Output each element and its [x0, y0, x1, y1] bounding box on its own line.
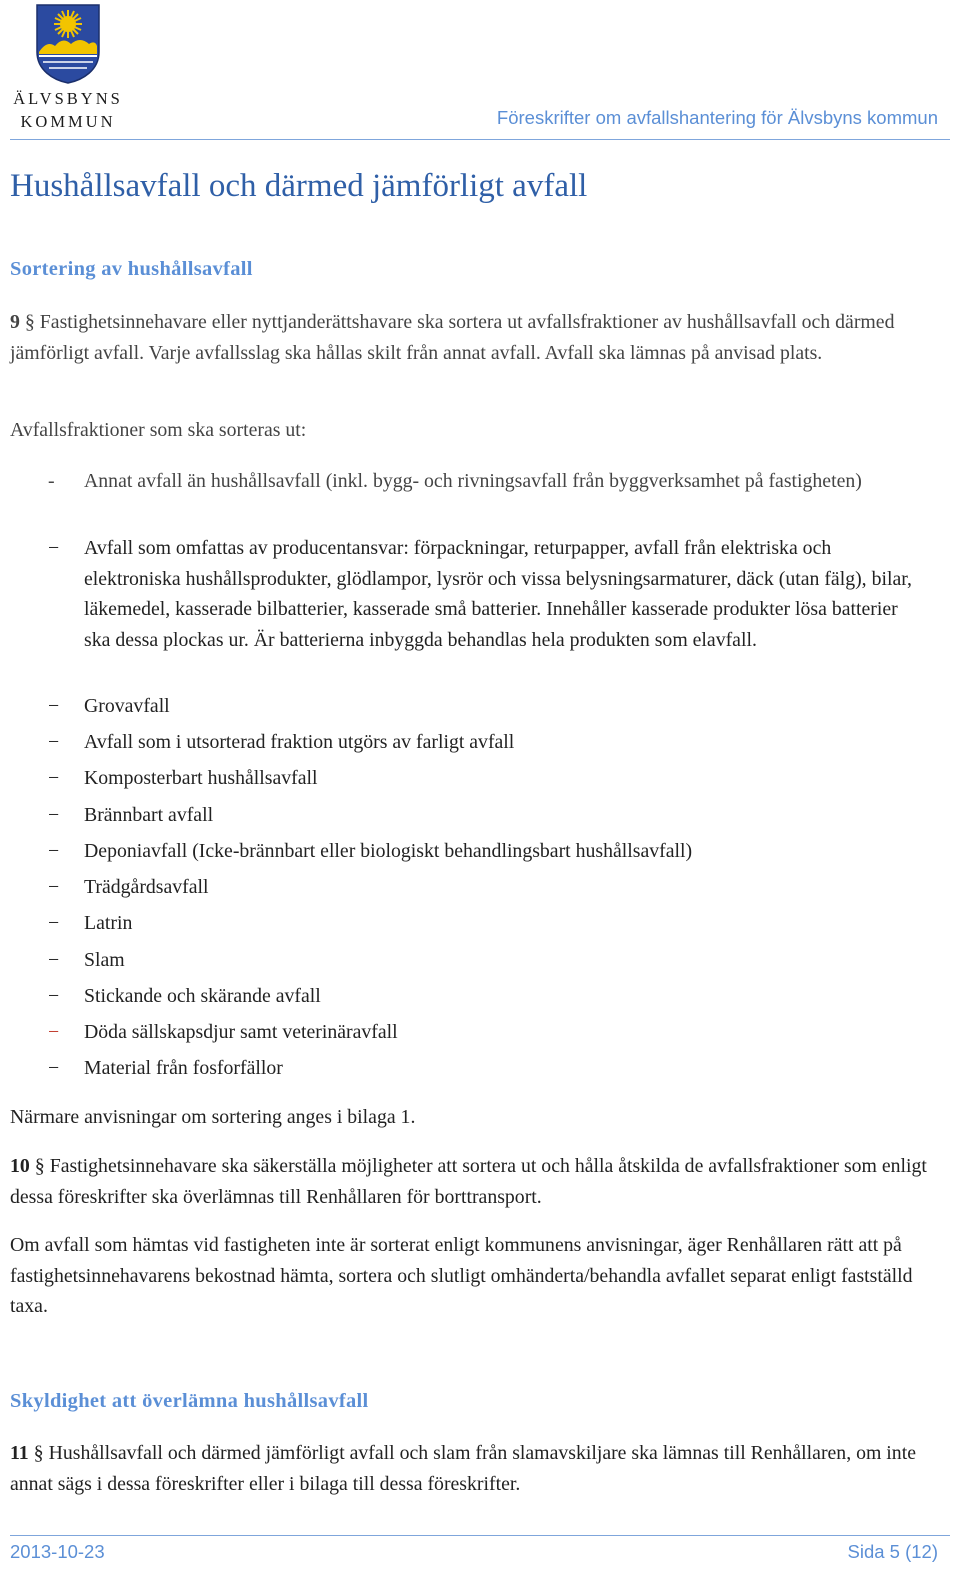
list-dash: −: [48, 1057, 60, 1079]
footer-divider: [10, 1535, 950, 1536]
list-dash: −: [48, 985, 60, 1007]
paragraph-number: 9: [10, 311, 20, 333]
list-dash: −: [48, 731, 60, 753]
section-symbol: §: [34, 1155, 45, 1177]
list-item: [48, 945, 928, 976]
footer-date: 2013-10-23: [10, 1541, 105, 1562]
paragraph-number: 11: [10, 1442, 29, 1464]
section-symbol: §: [24, 311, 35, 333]
list-item-text: Komposterbart hushållsavfall: [84, 767, 318, 789]
list-item: [48, 1053, 928, 1084]
section-symbol: §: [33, 1442, 44, 1464]
paragraph-text: Fastighetsinnehavare ska säkerställa möjligheter att sortera ut och hålla åtskilda de avfallsfraktioner som enligt dessa föreskrifter ska överlämnas till Renhållaren för borttransport.: [10, 1155, 927, 1208]
logo-name-line2: KOMMUN: [20, 112, 116, 131]
list-item-text: Material från fosforfällor: [84, 1057, 283, 1079]
list-dash: −: [48, 767, 60, 789]
list-dash: −: [48, 695, 60, 717]
list-dash: −: [48, 876, 60, 898]
list-item-text: Slam: [84, 949, 125, 971]
list-item: [48, 800, 928, 831]
list-dash: −: [48, 804, 60, 826]
list-dash: −: [48, 840, 60, 862]
list-item-text: Avfall som i utsorterad fraktion utgörs av farligt avfall: [84, 731, 515, 753]
paragraph-text: Hushållsavfall och därmed jämförligt avfall och slam från slamavskiljare ska lämnas till Renhållaren, om inte annat sägs i dessa föreskrifter eller i bilaga till dessa föreskrifter.: [10, 1442, 916, 1495]
list-item: [48, 466, 928, 497]
list-item-text: Latrin: [84, 912, 133, 934]
list-item: [48, 727, 928, 758]
page-title: Hushållsavfall och därmed jämförligt avfall: [10, 168, 588, 204]
list-item-text: Döda sällskapsdjur samt veterinäravfall: [84, 1021, 398, 1043]
list-item-text: Avfall som omfattas av producentansvar: förpackningar, returpapper, avfall från elektriska och elektroniska hushållsprodukter, glödlampor, lysrör och vissa belysningsarmaturer, däck (utan fälg), bilar, läkemedel, kasserade bilbatterier, kasserade små batterier. Innehåller kasserade produkter lösa batterier ska dessa plockas ur. Är batterierna inbyggda behandlas hela produkten som elavfall.: [84, 537, 912, 651]
list-item: [48, 836, 928, 867]
list-item: [48, 872, 928, 903]
list-item-text: Deponiavfall (Icke-brännbart eller biologiskt behandlingsbart hushållsavfall): [84, 840, 693, 862]
list-item-text: Trädgårdsavfall: [84, 876, 209, 898]
list-item-text: Brännbart avfall: [84, 804, 214, 826]
list-dash: −: [48, 537, 60, 559]
logo-name-line1: ÄLVSBYNS: [13, 89, 123, 108]
list-intro: Avfallsfraktioner som ska sorteras ut:: [10, 419, 307, 441]
list-item: [48, 1017, 928, 1048]
section-heading-obligation: Skyldighet att överlämna hushållsavfall: [10, 1390, 369, 1412]
list-item-text: Stickande och skärande avfall: [84, 985, 321, 1007]
section-heading-sorting: Sortering av hushållsavfall: [10, 258, 253, 280]
header-divider: [10, 139, 950, 140]
document-header-title: Föreskrifter om avfallshantering för Älvsbyns kommun: [496, 107, 938, 128]
list-dash: −: [48, 912, 60, 934]
list-item: [48, 908, 928, 939]
crest-sun-icon: [33, 2, 103, 84]
paragraph-9: [10, 307, 945, 368]
paragraph-number: 10: [10, 1155, 30, 1177]
municipality-logo: [12, 2, 124, 130]
sorting-note: Närmare anvisningar om sortering anges i bilaga 1.: [10, 1106, 416, 1128]
footer-page-number: Sida 5 (12): [847, 1541, 938, 1562]
paragraph-10-continued: Om avfall som hämtas vid fastigheten inte är sorterat enligt kommunens anvisningar, äger Renhållaren rätt att på fastighetsinnehavarens bekostnad hämta, sortera och slutligt omhänderta/behandla avfallet separat enligt fastställd taxa.: [10, 1234, 913, 1317]
list-item: [48, 981, 928, 1012]
list-item: [48, 533, 928, 655]
list-item: [48, 763, 928, 794]
list-item-text: Grovavfall: [84, 695, 170, 717]
list-dash: -: [48, 470, 55, 492]
paragraph-10: [10, 1151, 945, 1212]
paragraph-11: [10, 1438, 945, 1499]
list-dash: −: [48, 1021, 60, 1043]
list-item: [48, 691, 928, 722]
paragraph-text: Fastighetsinnehavare eller nyttjanderättshavare ska sortera ut avfallsfraktioner av hushållsavfall och därmed jämförligt avfall. Varje avfallsslag ska hållas skilt från annat avfall. Avfall ska lämnas på anvisad plats.: [10, 311, 895, 364]
list-dash: −: [48, 949, 60, 971]
list-item-text: Annat avfall än hushållsavfall (inkl. bygg- och rivningsavfall från byggverksamhet på fastigheten): [84, 470, 862, 492]
